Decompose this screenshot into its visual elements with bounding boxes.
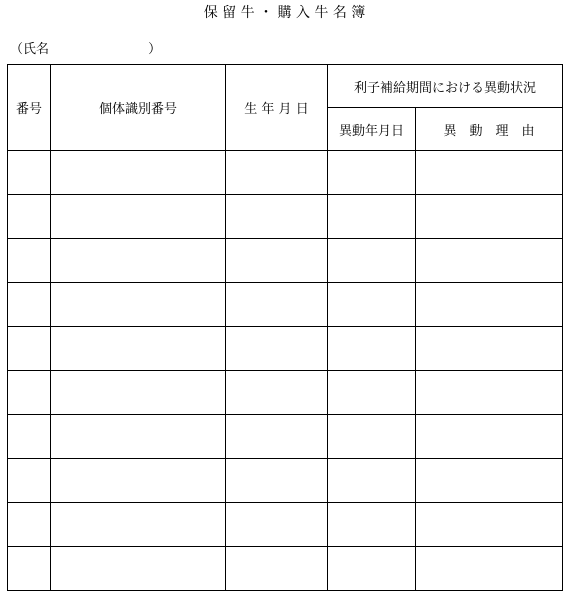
table-row <box>8 151 563 195</box>
header-number: 番号 <box>8 65 51 151</box>
cell-individual-id[interactable] <box>51 327 226 371</box>
cell-birth-date[interactable] <box>226 371 328 415</box>
header-individual-id: 個体識別番号 <box>51 65 226 151</box>
cell-change-reason[interactable] <box>416 239 563 283</box>
table-row <box>8 195 563 239</box>
cell-change-reason[interactable] <box>416 547 563 591</box>
cell-birth-date[interactable] <box>226 151 328 195</box>
cell-change-date[interactable] <box>328 459 416 503</box>
cell-change-date[interactable] <box>328 371 416 415</box>
cell-number[interactable] <box>8 151 51 195</box>
cell-individual-id[interactable] <box>51 459 226 503</box>
cell-change-reason[interactable] <box>416 327 563 371</box>
header-period-group: 利子補給期間における異動状況 <box>328 65 563 108</box>
register-table <box>7 64 563 591</box>
cell-change-reason[interactable] <box>416 195 563 239</box>
cell-change-date[interactable] <box>328 151 416 195</box>
cell-number[interactable] <box>8 459 51 503</box>
cell-individual-id[interactable] <box>51 283 226 327</box>
header-change-date: 異動年月日 <box>328 108 416 151</box>
table-row <box>8 283 563 327</box>
cell-change-reason[interactable] <box>416 503 563 547</box>
cell-individual-id[interactable] <box>51 195 226 239</box>
cell-change-reason[interactable] <box>416 459 563 503</box>
cell-change-reason[interactable] <box>416 415 563 459</box>
table-row <box>8 327 563 371</box>
cell-change-reason[interactable] <box>416 283 563 327</box>
cell-change-date[interactable] <box>328 547 416 591</box>
cell-change-date[interactable] <box>328 195 416 239</box>
cell-birth-date[interactable] <box>226 283 328 327</box>
cell-individual-id[interactable] <box>51 503 226 547</box>
cell-birth-date[interactable] <box>226 459 328 503</box>
cell-number[interactable] <box>8 239 51 283</box>
cell-individual-id[interactable] <box>51 371 226 415</box>
cell-change-date[interactable] <box>328 327 416 371</box>
cell-number[interactable] <box>8 327 51 371</box>
header-birth-date: 生 年 月 日 <box>226 65 328 151</box>
cell-change-date[interactable] <box>328 283 416 327</box>
table-row <box>8 371 563 415</box>
cell-number[interactable] <box>8 415 51 459</box>
cell-number[interactable] <box>8 371 51 415</box>
cell-change-date[interactable] <box>328 239 416 283</box>
table-row <box>8 503 563 547</box>
cell-individual-id[interactable] <box>51 415 226 459</box>
cell-change-reason[interactable] <box>416 151 563 195</box>
cell-change-date[interactable] <box>328 415 416 459</box>
table-row <box>8 459 563 503</box>
header-change-reason: 異 動 理 由 <box>416 108 563 151</box>
table-row <box>8 547 563 591</box>
cell-change-reason[interactable] <box>416 371 563 415</box>
cell-number[interactable] <box>8 547 51 591</box>
cell-number[interactable] <box>8 503 51 547</box>
cell-birth-date[interactable] <box>226 239 328 283</box>
table-row <box>8 415 563 459</box>
document-title: 保 留 牛 ・ 購 入 牛 名 簿 <box>203 5 366 21</box>
cell-individual-id[interactable] <box>51 151 226 195</box>
table-row <box>8 239 563 283</box>
cell-birth-date[interactable] <box>226 195 328 239</box>
cell-number[interactable] <box>8 283 51 327</box>
cell-individual-id[interactable] <box>51 547 226 591</box>
cell-number[interactable] <box>8 195 51 239</box>
name-field-label: （氏名 ） <box>10 42 162 57</box>
cell-change-date[interactable] <box>328 503 416 547</box>
cell-individual-id[interactable] <box>51 239 226 283</box>
cell-birth-date[interactable] <box>226 327 328 371</box>
cell-birth-date[interactable] <box>226 547 328 591</box>
cell-birth-date[interactable] <box>226 415 328 459</box>
cell-birth-date[interactable] <box>226 503 328 547</box>
